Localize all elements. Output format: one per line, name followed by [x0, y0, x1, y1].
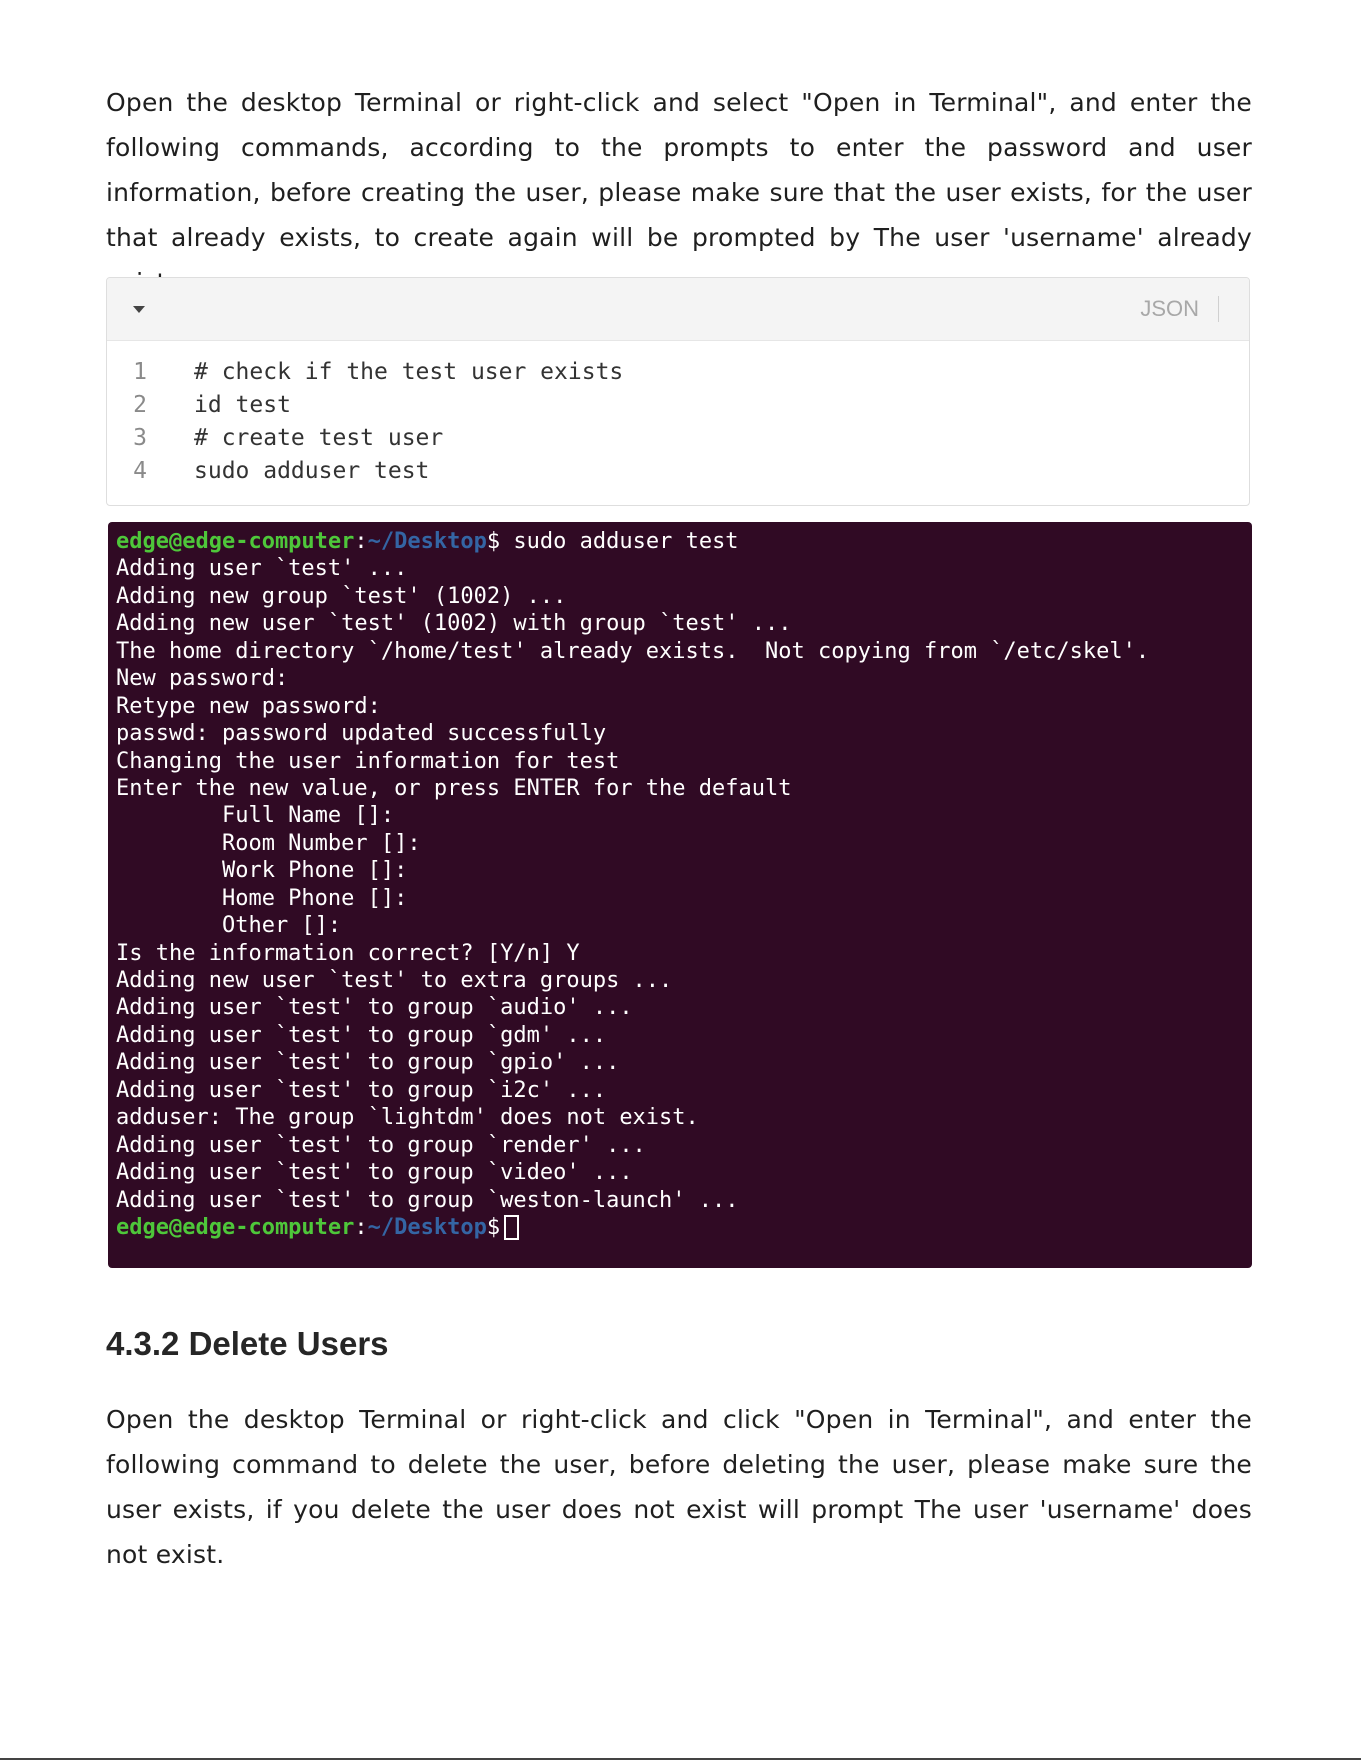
code-text: sudo adduser test — [194, 457, 430, 484]
terminal-line: adduser: The group `lightdm' does not exist. — [116, 1105, 699, 1131]
prompt-symbol: $ — [486, 529, 501, 554]
terminal-prompt-line — [116, 528, 1149, 555]
line-number: 2 — [133, 391, 147, 418]
header-divider — [1218, 296, 1219, 322]
terminal-screenshot — [108, 522, 1252, 1268]
terminal-output — [116, 528, 1149, 1241]
code-line — [107, 355, 1249, 388]
code-body — [107, 341, 1249, 487]
terminal-line: Adding new group `test' (1002) ... — [116, 583, 567, 609]
terminal-cursor — [504, 1215, 519, 1240]
terminal-line: passwd: password updated successfully — [116, 721, 607, 747]
code-text: # check if the test user exists — [194, 358, 624, 385]
terminal-line: Adding user `test' to group `gpio' ... — [116, 1050, 620, 1076]
terminal-line: Adding user `test' to group `gdm' ... — [116, 1022, 607, 1048]
prompt-user: edge@edge-computer — [116, 1214, 355, 1240]
code-block-header — [107, 278, 1249, 341]
page-bottom-border — [0, 1758, 1361, 1760]
prompt-colon: : — [354, 529, 368, 554]
code-line — [107, 388, 1249, 421]
terminal-line: Work Phone []: — [116, 858, 408, 884]
intro-paragraph: Open the desktop Terminal or right-click and select "Open in Terminal", and enter the following commands, according to the prompts to enter the password and user information, before creating the user, please make sure that the user exists, for the user that already exists, to create again will be prompted by The user 'username' already — [106, 88, 1252, 252]
terminal-line: Adding user `test' to group `weston-launch' ... — [116, 1187, 739, 1213]
terminal-line: Home Phone []: — [116, 885, 408, 911]
prompt-path: ~/Desktop — [367, 529, 487, 554]
terminal-line: The home directory `/home/test' already exists. Not copying from `/etc/skel'. — [116, 638, 1150, 664]
line-number: 4 — [133, 457, 147, 484]
terminal-line: Room Number []: — [116, 830, 421, 856]
terminal-line: Adding user `test' ... — [116, 556, 408, 582]
terminal-command: sudo adduser test — [500, 529, 739, 554]
prompt-symbol: $ — [486, 1214, 501, 1240]
terminal-line: Enter the new value, or press ENTER for the default — [116, 775, 792, 801]
prompt-colon: : — [354, 1214, 368, 1240]
terminal-prompt-line — [116, 1214, 1149, 1241]
code-line — [107, 421, 1249, 454]
terminal-line: Is the information correct? [Y/n] Y — [116, 940, 580, 966]
terminal-line: New password: — [116, 666, 289, 692]
terminal-line: Full Name []: — [116, 803, 395, 829]
prompt-path: ~/Desktop — [367, 1214, 487, 1240]
delete-paragraph: Open the desktop Terminal or right-click and click "Open in Terminal", and enter the following command to delete the user, before deleting the user, please make sure the user exists, if you delete the user does not exist will prompt The user 'username' does not exist. — [106, 1405, 1252, 1569]
line-number: 1 — [133, 358, 147, 385]
line-number: 3 — [133, 424, 147, 451]
terminal-line: Adding new user `test' to extra groups ... — [116, 968, 673, 993]
code-text: id test — [194, 391, 291, 418]
code-text: # create test user — [194, 424, 444, 451]
terminal-line: Retype new password: — [116, 693, 381, 719]
terminal-line: Adding new user `test' (1002) with group `test' ... — [116, 611, 792, 637]
prompt-user: edge@edge-computer — [116, 529, 355, 554]
section-heading: 4.3.2 Delete Users — [106, 1325, 389, 1362]
collapse-caret-icon[interactable] — [133, 306, 145, 313]
terminal-line: Adding user `test' to group `video' ... — [116, 1160, 633, 1186]
code-language-label[interactable]: JSON — [1140, 296, 1199, 321]
terminal-line: Adding user `test' to group `render' ... — [116, 1132, 646, 1158]
terminal-line: Adding user `test' to group `audio' ... — [116, 995, 633, 1021]
terminal-line: Adding user `test' to group `i2c' ... — [116, 1077, 607, 1103]
terminal-line: Changing the user information for test — [116, 748, 620, 774]
terminal-line: Other []: — [116, 913, 342, 939]
code-block — [106, 277, 1250, 506]
code-line — [107, 454, 1249, 487]
